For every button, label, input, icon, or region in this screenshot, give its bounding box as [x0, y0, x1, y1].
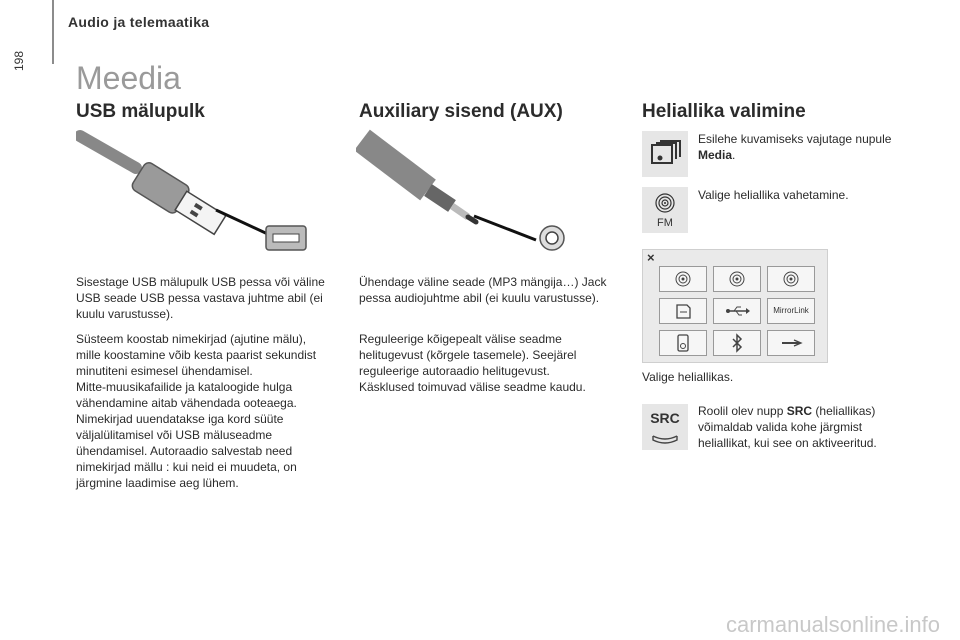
- aux-line: helitugevust (kõrgele tasemele). Seejärel: [359, 348, 577, 362]
- usb-source-button: [713, 298, 761, 324]
- usb-plug-illustration: [76, 128, 316, 258]
- src-word: SRC: [786, 404, 813, 418]
- aux-jack-illustration: [356, 128, 576, 258]
- usb-line: mille koostamine võib kesta paarist sekundist: [76, 348, 317, 362]
- sd-card-source-button: [659, 298, 707, 324]
- watermark: carmanualsonline.info: [725, 612, 940, 637]
- page-number: 198: [12, 50, 26, 72]
- step-4-line-3: heliallikat, kui see on aktiveeritud.: [698, 436, 877, 450]
- close-icon: ×: [647, 250, 655, 265]
- page-title: Meedia: [76, 60, 181, 96]
- mirrorlink-source-button: MirrorLink: [767, 298, 815, 324]
- usb-line: nimekirjad mällu : kui neid ei muudeta, on: [76, 460, 297, 474]
- usb-paragraph-2: [76, 331, 346, 491]
- chapter-title: Audio ja telemaatika: [68, 14, 210, 30]
- step-1-end: .: [732, 148, 736, 162]
- source-step-3: Valige heliallikas.: [642, 370, 734, 384]
- usb-line: järgmine laadimise aeg lühem.: [76, 476, 239, 490]
- usb-heading: USB mälupulk: [76, 101, 205, 122]
- usb-paragraph-1: Sisestage USB mälupulk USB pessa või väline USB seade USB pessa vastava juhtme abil (ei kuulu varustusse).: [76, 275, 325, 321]
- src-button-icon: [642, 404, 688, 450]
- radio-source-button: [659, 266, 707, 292]
- aux-paragraph-1: Ühendage väline seade (MP3 mängija…) Jack pessa audiojuhtme abil (ei kuulu varustusse).: [359, 275, 607, 305]
- fm-button-icon: [642, 187, 688, 233]
- usb-line: Süsteem koostab nimekirjad (ajutine mälu),: [76, 332, 307, 346]
- source-selection-screen: [642, 249, 828, 363]
- usb-line: väljalülitamisel või USB mäluseadme: [76, 428, 273, 442]
- media-button-icon: [642, 131, 688, 177]
- source-step-2: Valige heliallika vahetamine.: [698, 188, 849, 202]
- step-4-line-2: võimaldab valida kohe järgmist: [698, 420, 863, 434]
- usb-line: vähendamine aitab vähendada ooteaega.: [76, 396, 297, 410]
- radio-source-button: [713, 266, 761, 292]
- aux-source-button: [767, 330, 815, 356]
- radio-source-button: [767, 266, 815, 292]
- usb-line: Mitte-muusikafailide ja kataloogide hulga: [76, 380, 293, 394]
- header-rule: [52, 0, 54, 64]
- step-4-end: (heliallikas): [812, 404, 876, 418]
- source-step-1: [698, 131, 908, 163]
- aux-paragraph-2: [359, 331, 621, 395]
- step-1-text: Esilehe kuvamiseks vajutage nupule: [698, 132, 892, 146]
- media-word: Media: [698, 148, 733, 162]
- usb-line: ühendamisel. Autoraadio salvestab need: [76, 444, 293, 458]
- fm-label: FM: [657, 217, 673, 229]
- source-step-4: [698, 403, 908, 451]
- step-4-line-1: [698, 403, 908, 419]
- source-heading: Heliallika valimine: [642, 101, 806, 122]
- usb-line: Nimekirjad uuendatakse iga kord süüte: [76, 412, 284, 426]
- usb-line: minutiteni esimesel ühendamisel.: [76, 364, 253, 378]
- src-label: SRC: [650, 410, 680, 426]
- aux-line: Reguleerige kõigepealt välise seadme: [359, 332, 562, 346]
- bluetooth-source-button: [713, 330, 761, 356]
- aux-heading: Auxiliary sisend (AUX): [359, 101, 563, 122]
- step-4-pre: Roolil olev nupp: [698, 404, 787, 418]
- aux-line: Käsklused toimuvad välise seadme kaudu.: [359, 380, 586, 394]
- aux-line: reguleerige autoraadio helitugevust.: [359, 364, 550, 378]
- ipod-source-button: [659, 330, 707, 356]
